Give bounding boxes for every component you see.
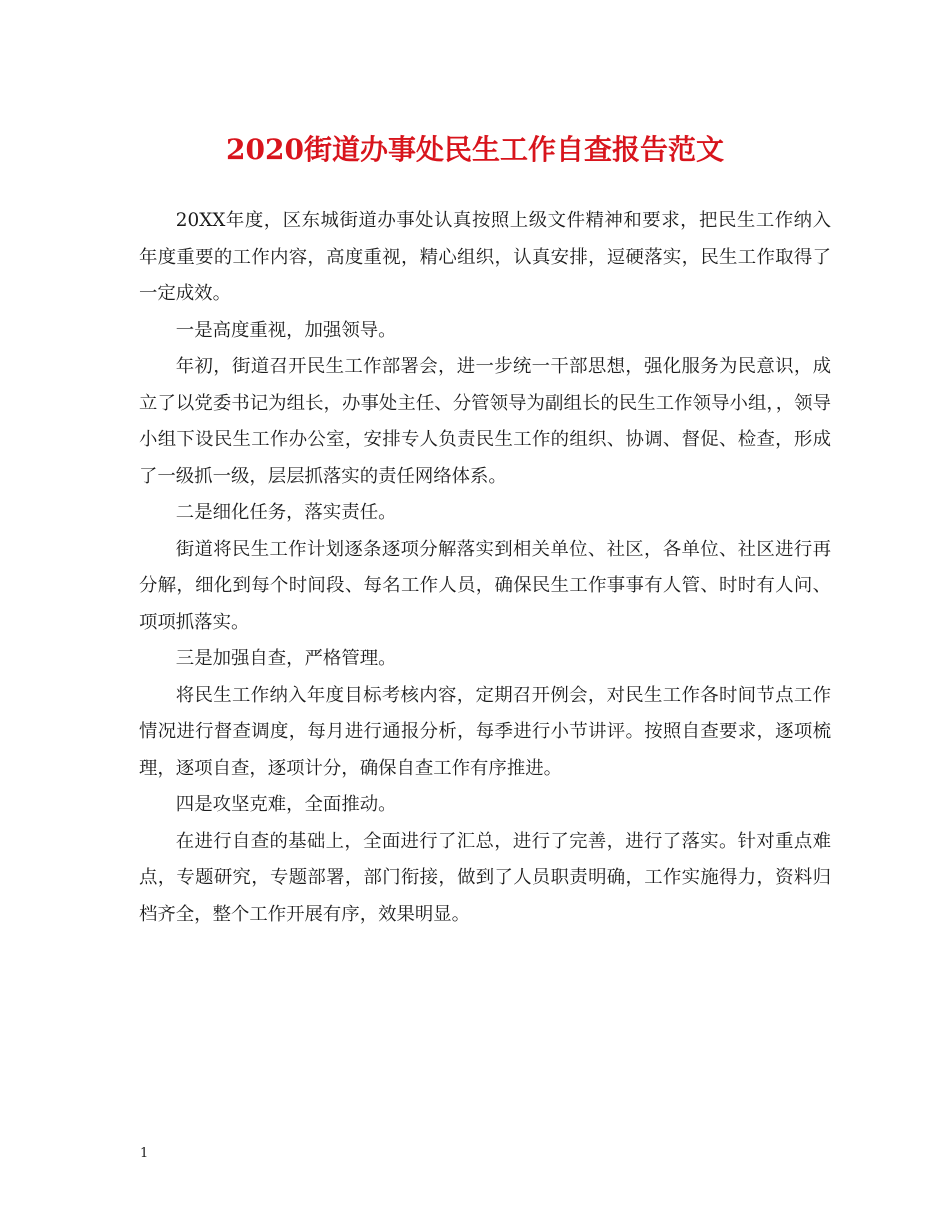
section-heading-3: 三是加强自查，严格管理。 <box>175 648 397 669</box>
paragraph-section-4: 在进行自查的基础上，全面进行了汇总，进行了完善，进行了落实。针对重点难点，专题研究，专题部署，部门衔接，做到了人员职责明确，工作实施得力，资料归档齐全，整个工作开展有序，效果明显。 <box>139 830 831 925</box>
section-heading-2: 二是细化任务，落实责任。 <box>175 502 397 523</box>
page-number: 1 <box>140 1146 149 1161</box>
paragraph-section-3: 将民生工作纳入年度目标考核内容，定期召开例会，对民生工作各时间节点工作情况进行督查调度，每月进行通报分析，每季进行小节讲评。按照自查要求，逐项梳理，逐项自查，逐项计分，确保自查工作有序推进。 <box>139 684 831 779</box>
paragraph-section-2: 街道将民生工作计划逐条逐项分解落实到相关单位、社区，各单位、社区进行再分解，细化到每个时间段、每名工作人员，确保民生工作事事有人管、时时有人问、项项抓落实。 <box>139 538 831 633</box>
section-heading-4: 四是攻坚克难，全面推动。 <box>175 794 397 815</box>
paragraph-section-1: 年初，街道召开民生工作部署会，进一步统一干部思想，强化服务为民意识，成立了以党委书记为组长，办事处主任、分管领导为副组长的民生工作领导小组，，领导小组下设民生工作办公室，安排专人负责民生工作的组织、协调、督促、检查，形成了一级抓一级，层层抓落实的责任网络体系。 <box>139 356 831 487</box>
document-title: 2020街道办事处民生工作自查报告范文 <box>226 133 724 166</box>
section-heading-1: 一是高度重视，加强领导。 <box>175 319 397 341</box>
document-body <box>139 203 831 933</box>
paragraph-intro: 20XX年度，区东城街道办事处认真按照上级文件精神和要求，把民生工作纳入年度重要的工作内容，高度重视，精心组织，认真安排，逗硬落实，民生工作取得了一定成效。 <box>139 210 831 304</box>
